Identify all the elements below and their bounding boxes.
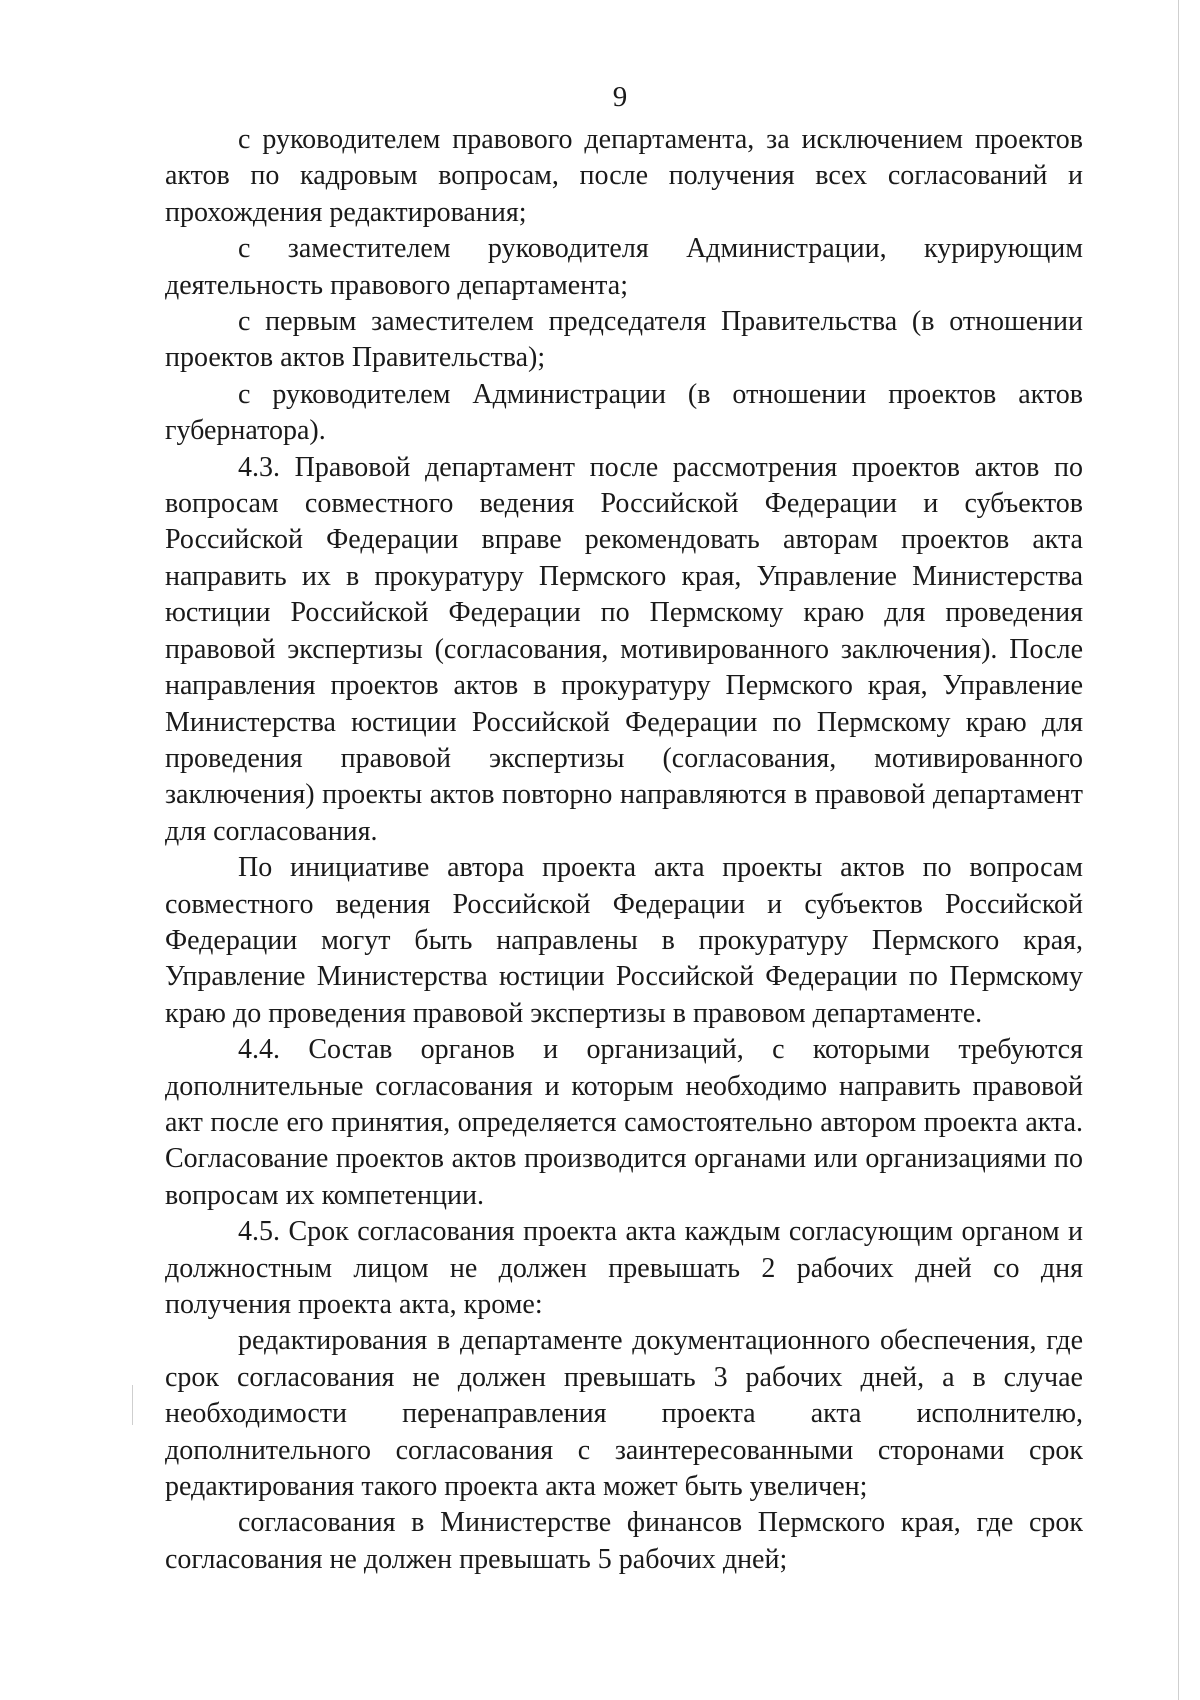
document-body [165, 122, 1083, 1578]
paragraph-4-4: 4.4. Состав органов и организаций, с которыми требуются дополнительные согласования и которым необходимо направить правовой акт после его принятия, определяется самостоятельно автором проекта акта. Согласование проектов актов производится органами или организациями по вопросам их компетенции. [165, 1034, 1083, 1211]
paragraph: согласования в Министерстве финансов Пермского края, где срок согласования не должен превышать 5 рабочих дней; [165, 1507, 1083, 1575]
paragraph: редактирования в департаменте документационного обеспечения, где срок согласования не должен превышать 3 рабочих дней, а в случае необходимости перенаправления проекта акта исполнителю, дополнительного согласования с заинтересованными сторонами срок редактирования такого проекта акта может быть увеличен; [165, 1325, 1083, 1503]
paragraph: По инициативе автора проекта акта проекты актов по вопросам совместного ведения Российской Федерации и субъектов Российской Федерации могут быть направлены в прокуратуру Пермского края, Управление Министерства юстиции Российской Федерации по Пермскому краю до проведения правовой экспертизы в правовом департаменте. [165, 852, 1083, 1029]
paragraph: с руководителем Администрации (в отношении проектов актов губернатора). [165, 378, 1083, 447]
paragraph: с руководителем правового департамента, за исключением проектов актов по кадровым вопросам, после получения всех согласований и прохождения редактирования; [165, 124, 1083, 228]
scan-edge-mark [1178, 0, 1179, 1700]
paragraph-4-3: 4.3. Правовой департамент после рассмотрения проектов актов по вопросам совместного ведения Российской Федерации и субъектов Российской Федерации вправе рекомендовать авторам проектов акта направить их в прокуратуру Пермского края, Управление Министерства юстиции Российской Федерации по Пермскому краю для проведения правовой экспертизы (согласования, мотивированного заключения). После направления проектов актов в прокуратуру Пермского края, Управление Министерства юстиции Российской Федерации по Пермскому краю для проведения правовой экспертизы (согласования, мотивированного заключения) проекты актов повторно направляются в правовой департамент для согласования. [165, 451, 1083, 847]
paragraph: с заместителем руководителя Администрации, курирующим деятельность правового департамента; [165, 233, 1083, 301]
page-number: 9 [612, 81, 628, 113]
paragraph-4-5: 4.5. Срок согласования проекта акта каждым согласующим органом и должностным лицом не должен превышать 2 рабочих дней со дня получения проекта акта, кроме: [165, 1216, 1083, 1320]
paragraph: с первым заместителем председателя Правительства (в отношении проектов актов Правительства); [165, 306, 1083, 374]
scan-edge-mark [132, 1385, 133, 1425]
